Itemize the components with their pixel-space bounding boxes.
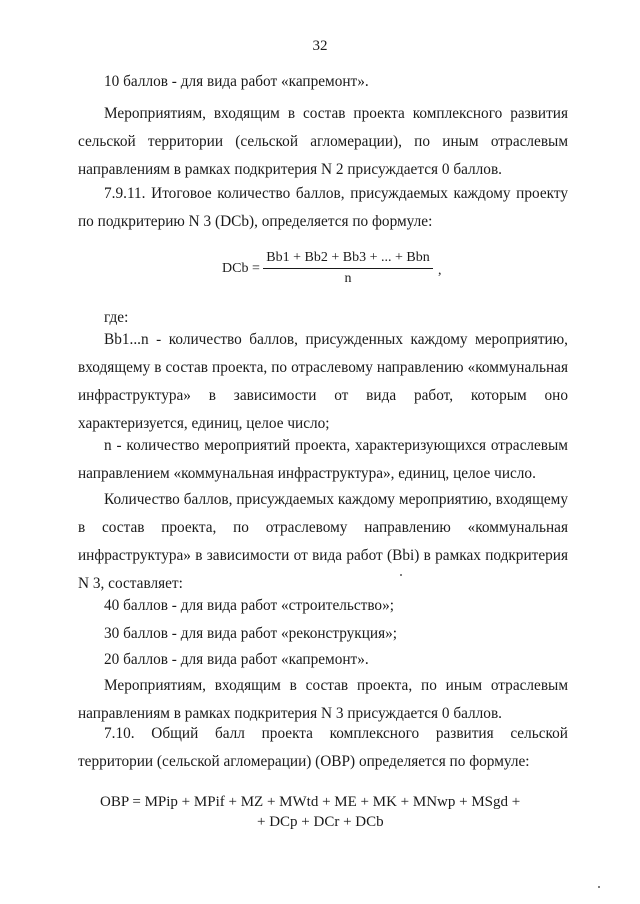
paragraph-points-construction: 40 баллов - для вида работ «строительство»; bbox=[104, 597, 394, 614]
paragraph-7-9-11: 7.9.11. Итоговое количество баллов, присуждаемых каждому проекту по подкритерию N 3 (DCb), определяется по формуле: bbox=[78, 185, 568, 230]
formula-dcb-numerator: Bb1 + Bb2 + Bb3 + ... + Bbn bbox=[263, 250, 433, 269]
paragraph-other-directions-2: Мероприятиям, входящим в состав проекта комплексного развития сельской территории (сельской агломерации), по иным отраслевым направлениям в рамках подкритерия N 2 присуждается 0 баллов. bbox=[78, 105, 568, 178]
scan-speck bbox=[400, 574, 402, 576]
paragraph-points-reconstruction: 30 баллов - для вида работ «реконструкция»; bbox=[104, 625, 398, 642]
paragraph-points-kapremont-2: 10 баллов - для вида работ «капремонт». bbox=[104, 73, 369, 90]
formula-obp bbox=[100, 792, 540, 832]
page-number: 32 bbox=[312, 38, 328, 54]
formula-dcb bbox=[222, 250, 462, 290]
formula-obp-line1: OBP = MPip + MPif + MZ + MWtd + ME + MK + MNwp + MSgd + bbox=[100, 794, 521, 810]
paragraph-where: где: bbox=[104, 309, 129, 326]
paragraph-points-criterion-3: Количество баллов, присуждаемых каждому мероприятию, входящему в состав проекта, по отраслевому направлению «коммунальная инфраструктура» в зависимости от вида работ (Bbi) в рамках подкритерия N 3, составляет: bbox=[78, 491, 568, 592]
paragraph-other-directions-3: Мероприятиям, входящим в состав проекта, по иным отраслевым направлениям в рамках подкритерия N 3 присуждается 0 баллов. bbox=[78, 677, 568, 722]
formula-dcb-lhs: DCb = bbox=[222, 261, 260, 276]
scan-speck bbox=[598, 886, 600, 888]
paragraph-7-10: 7.10. Общий балл проекта комплексного развития сельской территории (сельской агломерации) (OBP) определяется по формуле: bbox=[78, 725, 568, 770]
formula-dcb-fraction bbox=[263, 250, 433, 287]
formula-dcb-comma: , bbox=[438, 263, 442, 278]
paragraph-n-definition: n - количество мероприятий проекта, характеризующихся отраслевым направлением «коммунальная инфраструктура», единиц, целое число. bbox=[78, 437, 568, 482]
formula-dcb-denominator: n bbox=[344, 271, 352, 286]
paragraph-bb-definition: Bb1...n - количество баллов, присужденных каждому мероприятию, входящему в состав проекта, по отраслевому направлению «коммунальная инфраструктура» в зависимости от вида работ, которым оно характеризуется, единиц, целое число; bbox=[78, 331, 568, 432]
paragraph-points-kapremont-3: 20 баллов - для вида работ «капремонт». bbox=[104, 651, 369, 668]
formula-obp-line2: + DCp + DCr + DCb bbox=[257, 814, 384, 830]
